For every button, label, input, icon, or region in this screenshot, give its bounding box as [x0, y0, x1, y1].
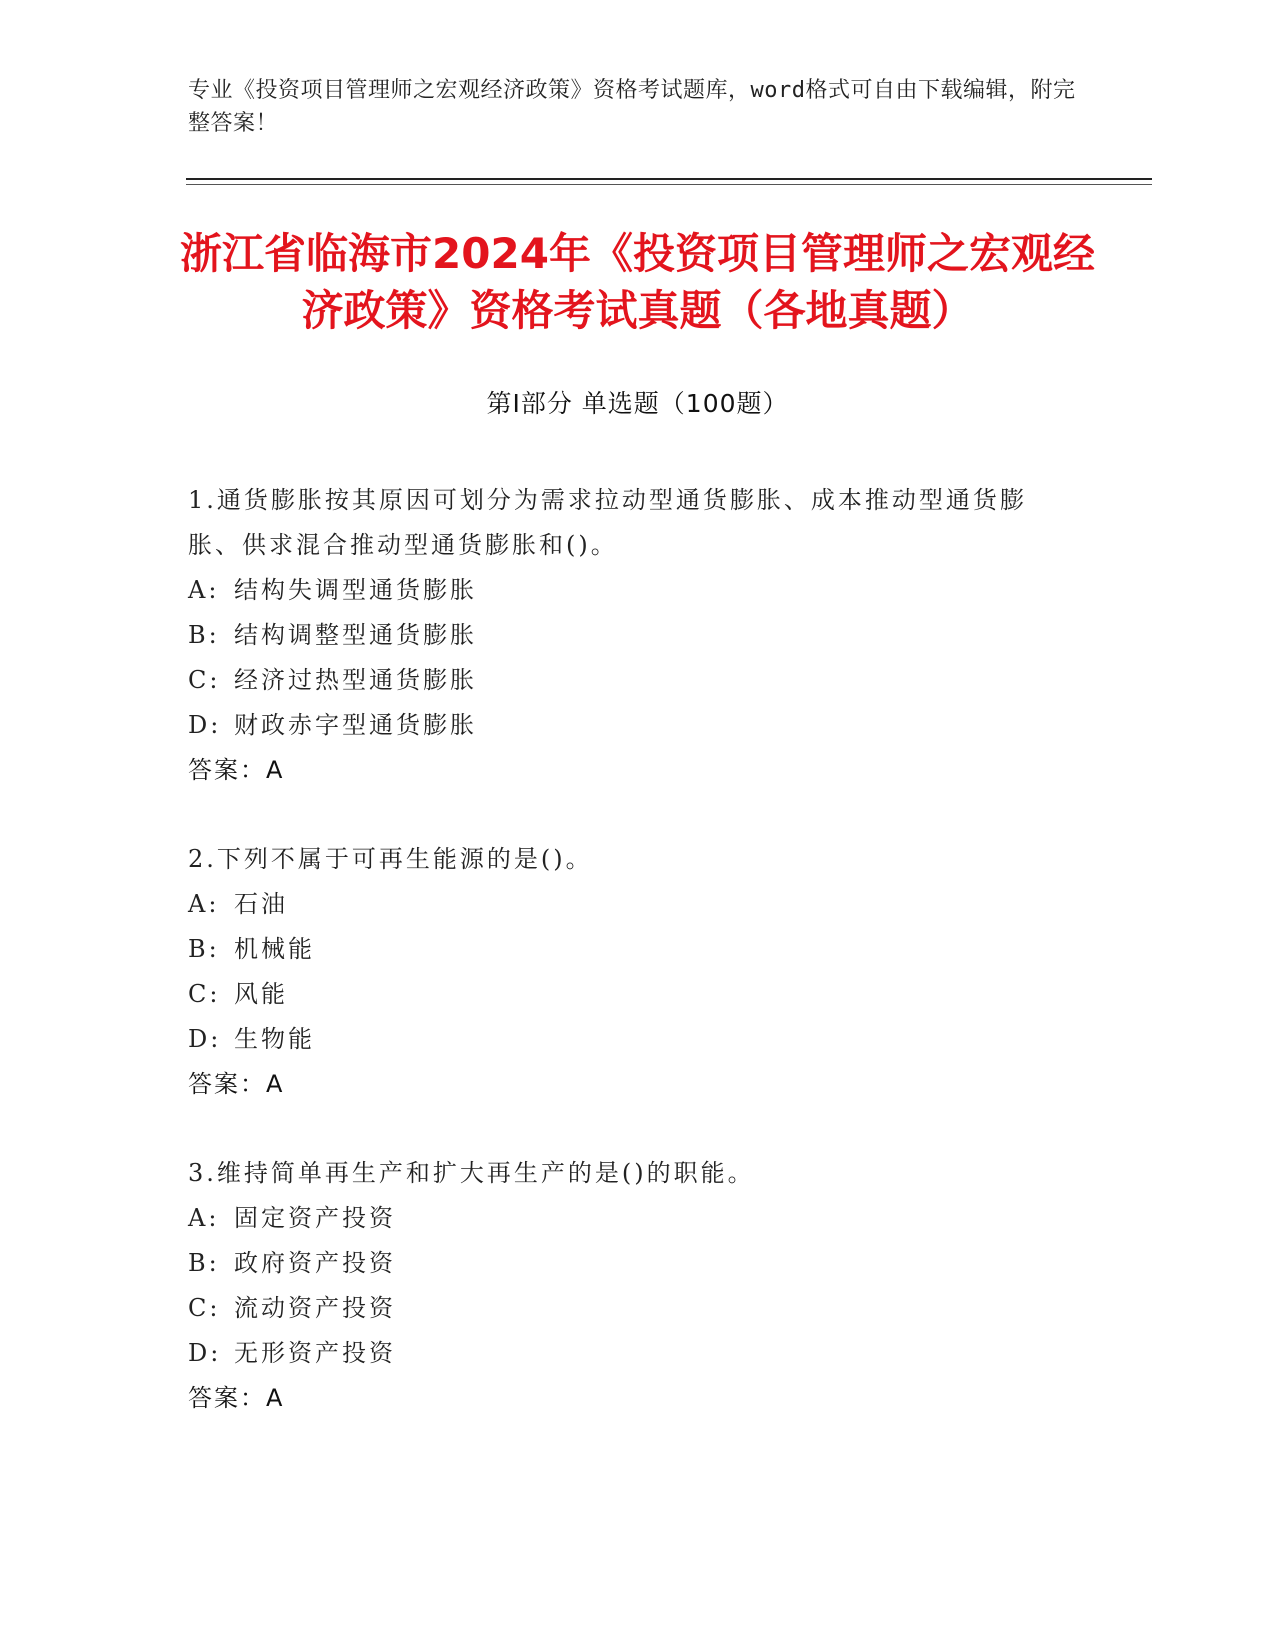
option-text: 生物能	[234, 1025, 315, 1053]
option-text: 结构失调型通货膨胀	[234, 576, 477, 604]
option-text: 无形资产投资	[234, 1339, 396, 1367]
option-letter: C:	[188, 1294, 221, 1322]
option-b	[188, 927, 1068, 972]
question-item	[188, 478, 1068, 793]
option-text: 固定资产投资	[234, 1204, 396, 1232]
option-c	[188, 658, 1068, 703]
option-b	[188, 1241, 1068, 1286]
answer-line: 答案：A	[188, 1070, 285, 1098]
option-c	[188, 972, 1068, 1017]
option-text: 结构调整型通货膨胀	[234, 621, 477, 649]
option-d	[188, 703, 1068, 748]
option-c	[188, 1286, 1068, 1331]
header-divider-thin	[186, 184, 1152, 185]
answer-line: 答案：A	[188, 1384, 285, 1412]
option-text: 风能	[234, 980, 288, 1008]
question-item	[188, 837, 1068, 1107]
option-text: 经济过热型通货膨胀	[234, 666, 477, 694]
option-letter: A:	[188, 576, 220, 604]
question-item	[188, 1151, 1068, 1421]
question-stem: 2.下列不属于可再生能源的是()。	[188, 845, 593, 873]
header-divider-thick	[186, 178, 1152, 180]
option-text: 财政赤字型通货膨胀	[234, 711, 477, 739]
option-b	[188, 613, 1068, 658]
option-letter: A:	[188, 890, 220, 918]
option-a	[188, 1196, 1068, 1241]
option-letter: C:	[188, 980, 221, 1008]
option-a	[188, 882, 1068, 927]
option-text: 石油	[234, 890, 288, 918]
option-d	[188, 1331, 1068, 1376]
header-note: 专业《投资项目管理师之宏观经济政策》资格考试题库，word格式可自由下载编辑，附完整答案！	[188, 78, 1076, 136]
option-letter: D:	[188, 1339, 222, 1367]
option-d	[188, 1017, 1068, 1062]
option-letter: B:	[188, 935, 220, 963]
option-letter: A:	[188, 1204, 220, 1232]
option-letter: D:	[188, 1025, 222, 1053]
answer-line: 答案：A	[188, 756, 285, 784]
option-text: 政府资产投资	[234, 1249, 396, 1277]
option-a	[188, 568, 1068, 613]
question-stem: 3.维持简单再生产和扩大再生产的是()的职能。	[188, 1159, 755, 1187]
option-letter: B:	[188, 1249, 220, 1277]
question-stem: 1.通货膨胀按其原因可划分为需求拉动型通货膨胀、成本推动型通货膨胀、供求混合推动型通货膨胀和()。	[188, 486, 1027, 559]
option-text: 流动资产投资	[234, 1294, 396, 1322]
option-letter: D:	[188, 711, 222, 739]
section-heading: 第Ⅰ部分 单选题（100题）	[486, 389, 789, 418]
option-letter: B:	[188, 621, 220, 649]
document-title: 浙江省临海市2024年《投资项目管理师之宏观经济政策》资格考试真题（各地真题）	[180, 229, 1095, 335]
option-text: 机械能	[234, 935, 315, 963]
question-list	[188, 478, 1068, 1465]
option-letter: C:	[188, 666, 221, 694]
